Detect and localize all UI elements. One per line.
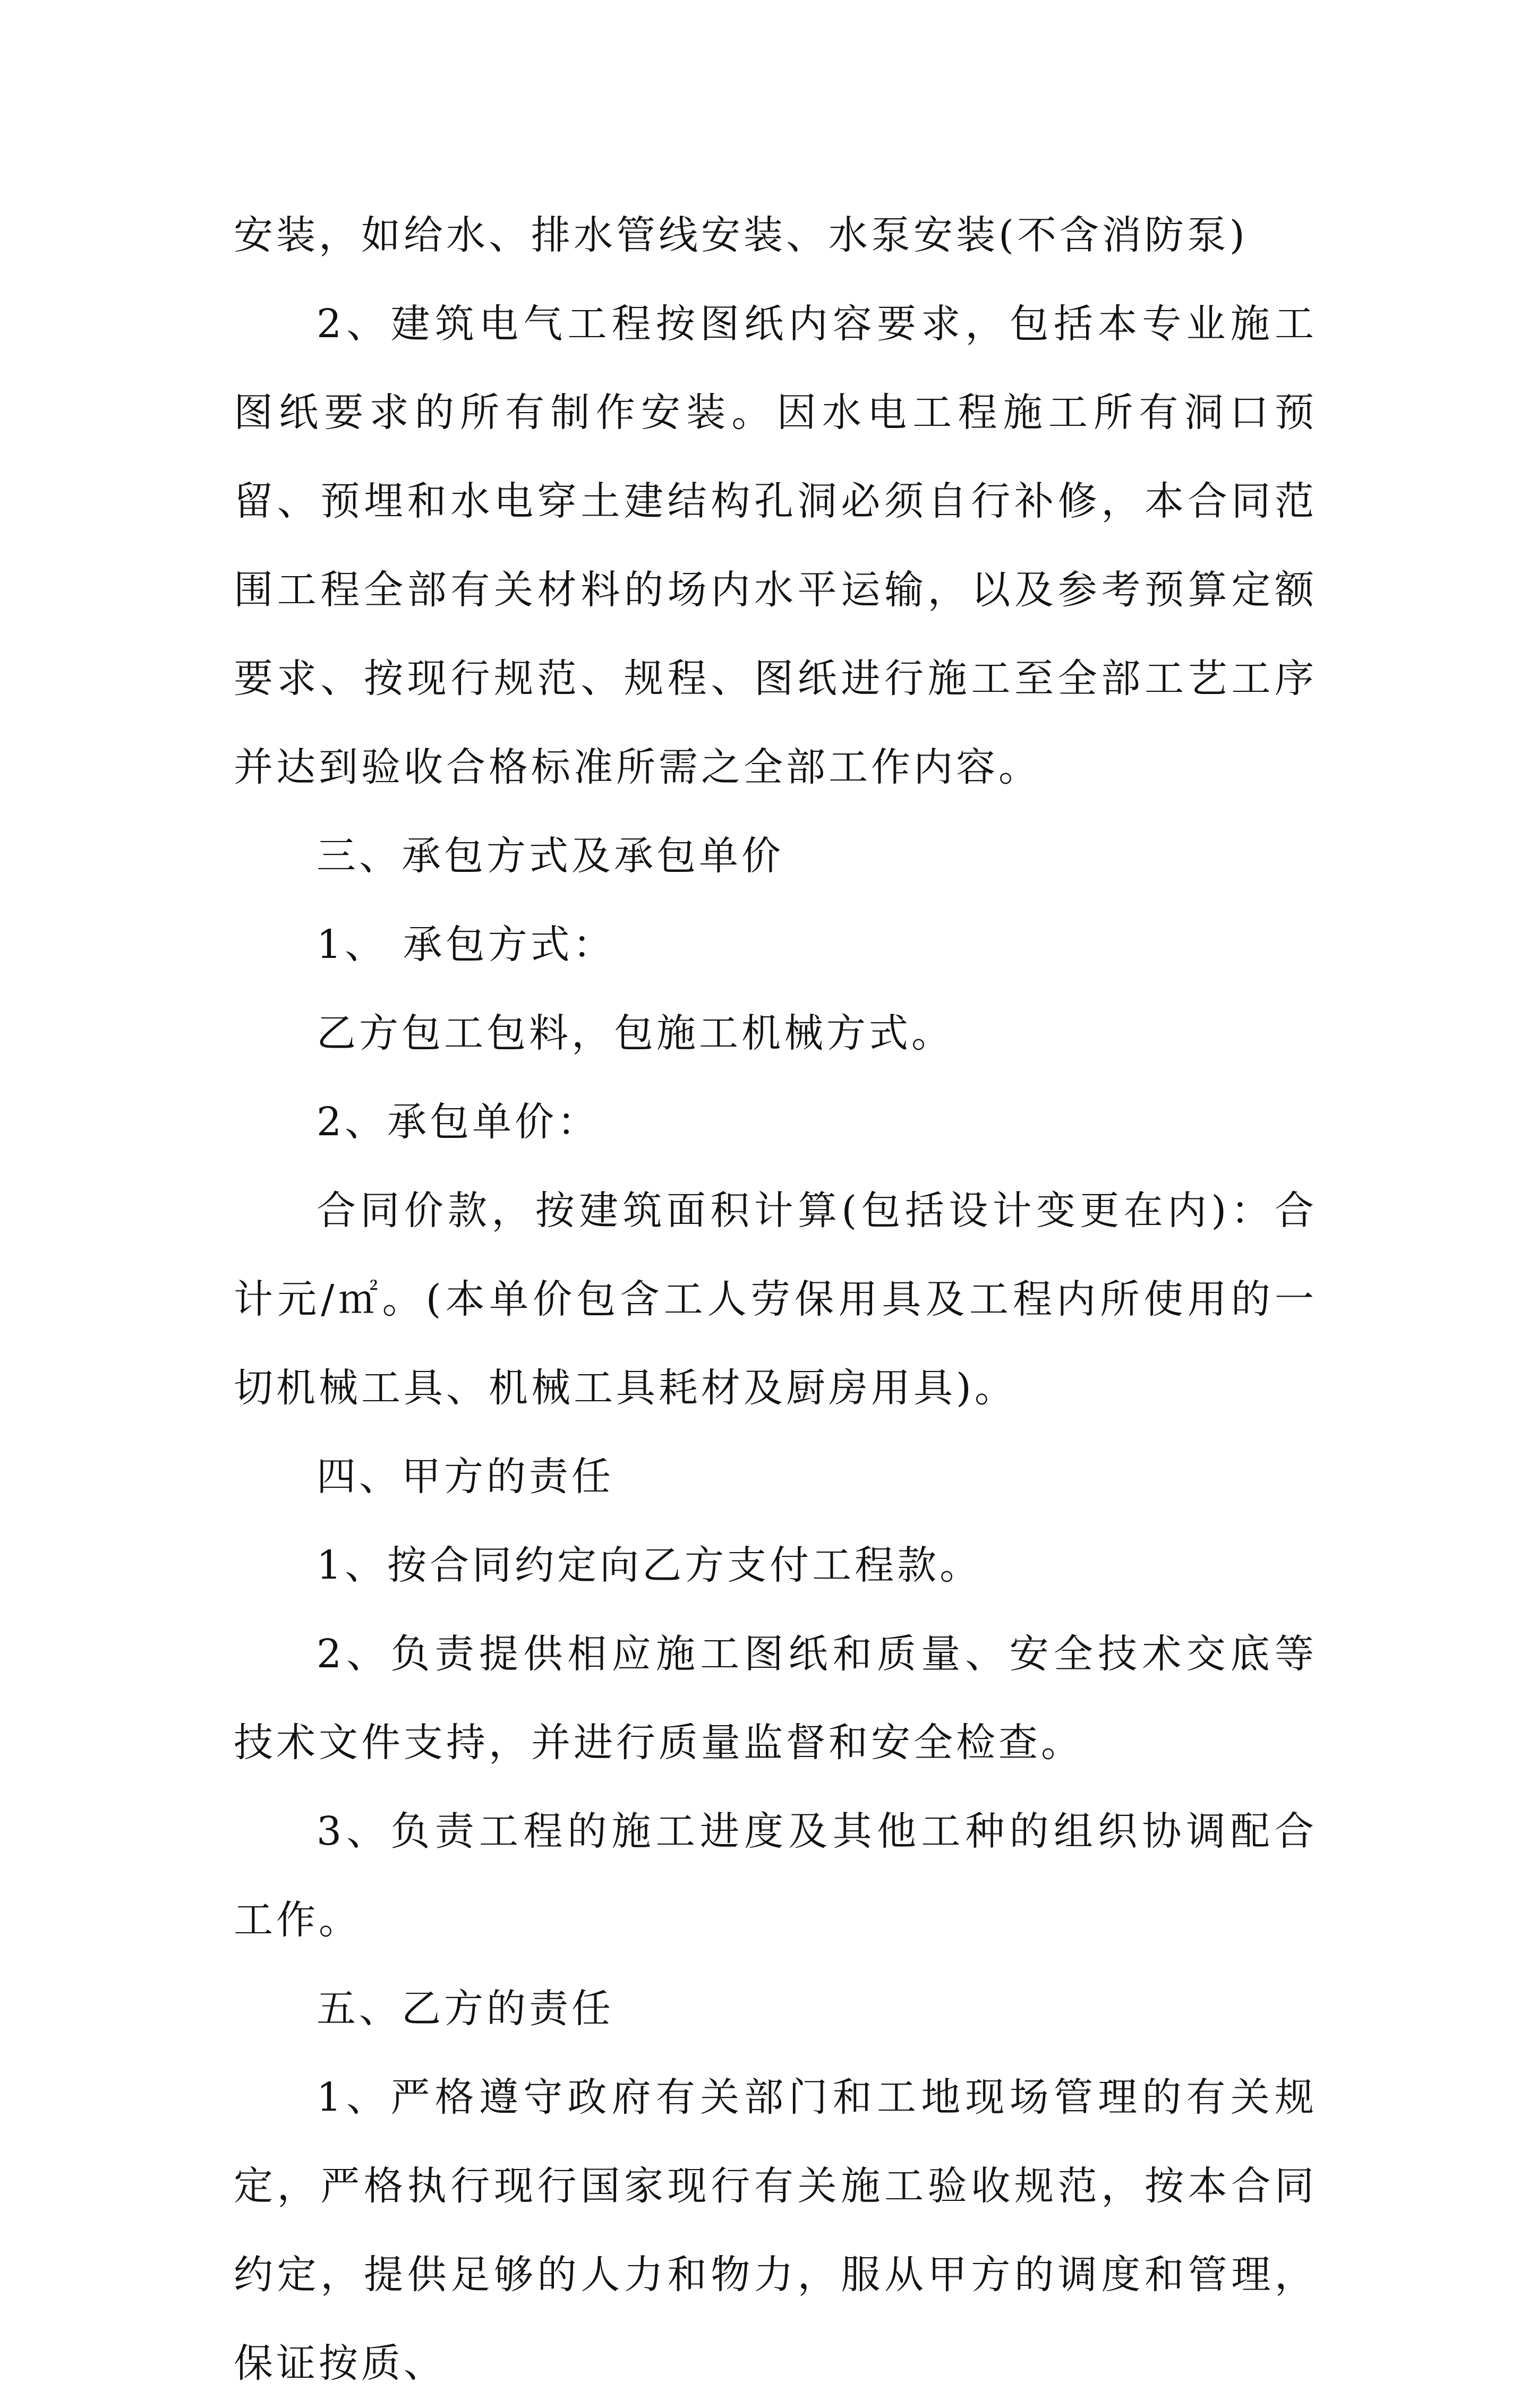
paragraph-13: 1、严格遵守政府有关部门和工地现场管理的有关规定，严格执行现行国家现行有关施工验收规范，按本合同约定，提供足够的人力和物力，服从甲方的调度和管理，保证按质、 [234, 2075, 1317, 2386]
paragraph-9: 1、按合同约定向乙方支付工程款。 [317, 1543, 983, 1588]
body-text [234, 191, 1317, 2408]
paragraph-2: 2、建筑电气工程按图纸内容要求，包括本专业施工图纸要求的所有制作安装。因水电工程施工所有洞口预留、预埋和水电穿土建结构孔洞必须自行补修，本合同范围工程全部有关材料的场内水平运输，以及参考预算定额要求、按现行规范、规程、图纸进行施工至全部工艺工序并达到验收合格标准所需之全部工作内容。 [234, 301, 1317, 790]
paragraph-7: 合同价款，按建筑面积计算(包括设计变更在内)：合计元/㎡。(本单价包含工人劳保用具及工程内所使用的一切机械工具、机械工具耗材及厨房用具)。 [234, 1188, 1317, 1411]
paragraph-1: 安装，如给水、排水管线安装、水泵安装(不含消防泵) [234, 212, 1248, 258]
paragraph-5: 乙方包工包料，包施工机械方式。 [317, 1010, 954, 1056]
paragraph-4: 1、 承包方式： [317, 922, 616, 967]
section-heading-3: 三、承包方式及承包单价 [317, 833, 784, 879]
section-heading-5: 五、乙方的责任 [317, 1986, 614, 2032]
paragraph-6: 2、承包单价： [317, 1099, 600, 1145]
paragraph-10: 2、负责提供相应施工图纸和质量、安全技术交底等技术文件支持，并进行质量监督和安全检查。 [234, 1631, 1317, 1766]
paragraph-11: 3、负责工程的施工进度及其他工种的组织协调配合工作。 [234, 1809, 1317, 1943]
section-heading-4: 四、甲方的责任 [317, 1454, 614, 1499]
